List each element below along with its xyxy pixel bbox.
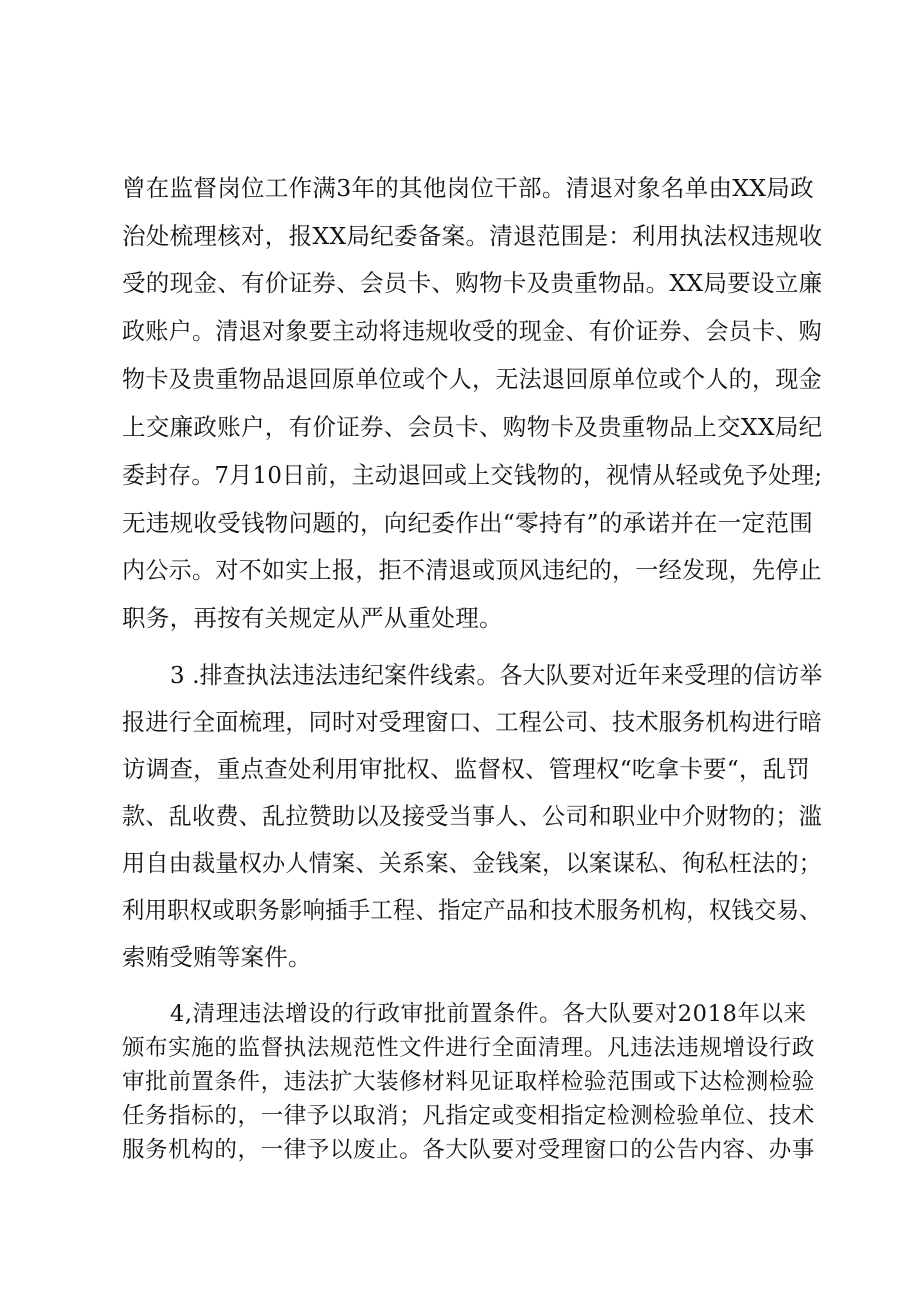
text-line: 审批前置条件，违法扩大装修材料见证取样检验范围或下达检测检验 [122,1069,816,1095]
text-line: 受的现金、有价证券、会员卡、购物卡及贵重物品。XX局要设立廉 [122,269,823,297]
section-heading-line: 4,清理违法增设的行政审批前置条件。各大队要对2018年以来 [170,1001,807,1027]
text-line: 任务指标的，一律予以取消；凡指定或变相指定检测检验单位、技术 [122,1103,816,1129]
text-line: 无违规收受钱物问题的，向纪委作出“零持有”的承诺并在一定范围 [122,509,814,537]
text-line: 职务，再按有关规定从严从重处理。 [122,604,503,632]
text-line: 服务机构的，一律予以废止。各大队要对受理窗口的公告内容、办事 [122,1137,816,1163]
text-line: 颁布实施的监督执法规范性文件进行全面清理。凡违法违规增设行政 [122,1035,816,1061]
text-line: 上交廉政账户，有价证券、会员卡、购物卡及贵重物品上交XX局纪 [122,413,823,441]
text-line: 委封存。7月10日前，主动退回或上交钱物的，视情从轻或免予处理; [122,461,823,489]
text-line: 政账户。清退对象要主动将违规收受的现金、有价证券、会员卡、购 [122,317,822,345]
text-line: 利用职权或职务影响插手工程、指定产品和技术服务机构，权钱交易、 [122,896,822,924]
text-line: 索贿受贿等案件。 [122,943,312,971]
text-line: 内公示。对不如实上报，拒不清退或顶风违纪的，一经发现，先停止 [122,556,822,584]
text-line: 曾在监督岗位工作满3年的其他岗位干部。清退对象名单由XX局政 [122,174,814,202]
text-line: 用自由裁量权办人情案、关系案、金钱案，以案谋私、徇私枉法的； [122,849,822,877]
text-line: 款、乱收费、乱拉赞助以及接受当事人、公司和职业中介财物的；滥 [122,802,822,830]
text-line: 物卡及贵重物品退回原单位或个人，无法退回原单位或个人的，现金 [122,365,822,393]
text-line: 访调查，重点查处利用审批权、监督权、管理权“吃拿卡要“，乱罚 [122,755,811,783]
text-line: 报进行全面梳理，同时对受理窗口、工程公司、技术服务机构进行暗 [122,708,822,736]
section-heading-line: 3 .排查执法违法违纪案件线索。各大队要对近年来受理的信访举 [170,661,823,689]
text-line: 治处梳理核对，报XX局纪委备案。清退范围是：利用执法权违规收 [122,222,823,250]
